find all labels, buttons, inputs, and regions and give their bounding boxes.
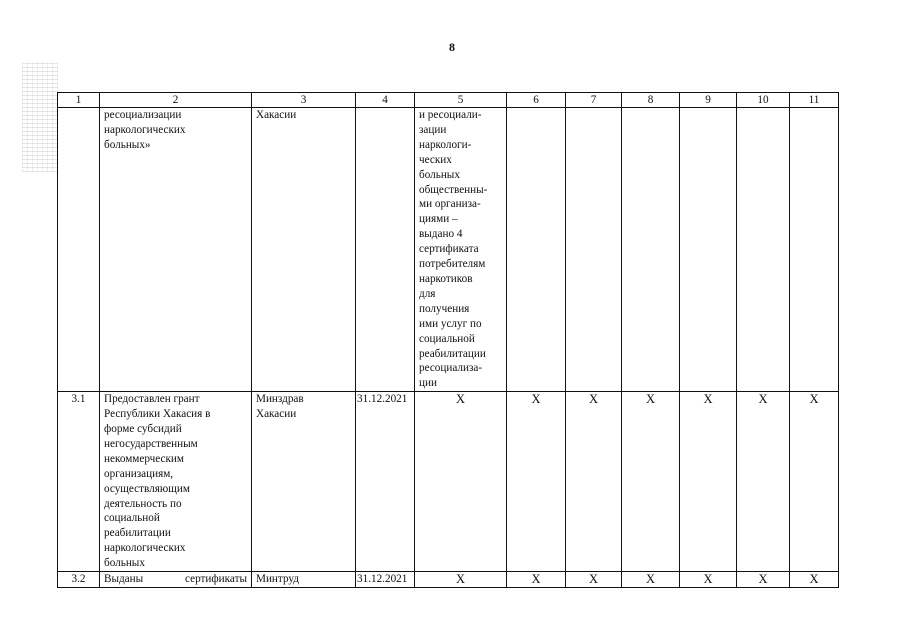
item-number [58, 108, 100, 392]
responsible-agency: Хакасии [252, 108, 356, 392]
expected-result: и ресоциали- зации наркологи- ческих больных общественны- ми организа- циями – выдано 4 сертификата потребителям наркотиков для получения ими услуг по социальной реабилитации ресоциализа- ции [415, 108, 507, 392]
table-cell: Х [507, 392, 566, 572]
table-cell: Х [507, 572, 566, 588]
table-cell: Х [415, 392, 507, 572]
header-cell: 10 [737, 93, 790, 108]
table-cell: Х [790, 392, 839, 572]
header-cell: 9 [680, 93, 737, 108]
table-cell: Х [622, 392, 680, 572]
measure-description: Выданы сертификаты [100, 572, 252, 588]
measure-description: Предоставлен грант Республики Хакасия в форме субсидий негосударственным некоммерческим организациям, осуществляющим деятельность по социальной реабилитации наркологических больных [100, 392, 252, 572]
header-cell: 3 [252, 93, 356, 108]
responsible-agency: Минздрав Хакасии [252, 392, 356, 572]
deadline: 31.12.2021 [356, 572, 415, 588]
scan-artifact [22, 62, 58, 172]
table-row [58, 392, 839, 572]
table-cell: Х [415, 572, 507, 588]
table-cell [790, 108, 839, 392]
measure-description: ресоциализации наркологических больных» [100, 108, 252, 392]
plan-table [57, 92, 839, 588]
header-cell: 1 [58, 93, 100, 108]
table-cell: Х [680, 392, 737, 572]
table-cell: Х [680, 572, 737, 588]
table-header-row [58, 93, 839, 108]
table-cell [680, 108, 737, 392]
table-cell: Х [737, 572, 790, 588]
table-cell [507, 108, 566, 392]
header-cell: 11 [790, 93, 839, 108]
header-cell: 8 [622, 93, 680, 108]
table-row [58, 108, 839, 392]
header-cell: 2 [100, 93, 252, 108]
table-cell: Х [566, 392, 622, 572]
deadline: 31.12.2021 [356, 392, 415, 572]
table-cell: Х [566, 572, 622, 588]
table-cell [622, 108, 680, 392]
table-cell [566, 108, 622, 392]
table-row [58, 572, 839, 588]
header-cell: 5 [415, 93, 507, 108]
header-cell: 7 [566, 93, 622, 108]
item-number: 3.2 [58, 572, 100, 588]
table-cell [737, 108, 790, 392]
item-number: 3.1 [58, 392, 100, 572]
table-cell: Х [790, 572, 839, 588]
table-cell: Х [737, 392, 790, 572]
deadline [356, 108, 415, 392]
header-cell: 4 [356, 93, 415, 108]
responsible-agency: Минтруд [252, 572, 356, 588]
page-number: 8 [449, 40, 455, 54]
table-cell: Х [622, 572, 680, 588]
header-cell: 6 [507, 93, 566, 108]
